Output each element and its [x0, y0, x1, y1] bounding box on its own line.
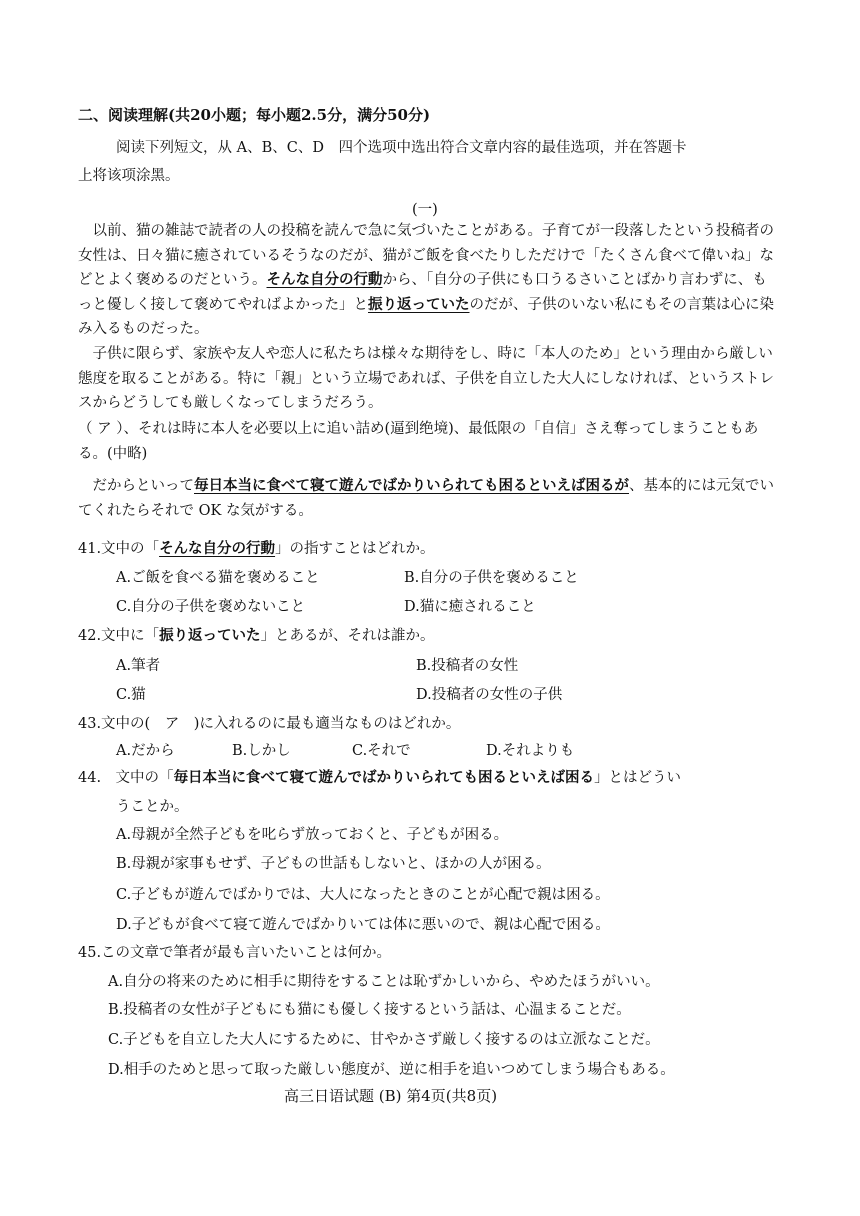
question-45-stem: 45.この文章で筆者が最も言いたいことは何か。	[78, 945, 392, 961]
instruction-line-2: 上将该项涂黑。	[78, 168, 180, 184]
q43-option-a: A.だから	[116, 743, 175, 759]
p1-underlined-action: そんな自分の行動	[266, 271, 383, 288]
p4-underlined-phrase: 毎日本当に食べて寝て遊んでばかりいられても困るといえば困るが	[194, 477, 629, 494]
q42-stem-quote: 振り返っていた	[159, 627, 261, 644]
q44-stem-a: 44. 文中の「	[78, 770, 174, 786]
q41-option-c: C.自分の子供を褒めないこと	[116, 599, 306, 615]
question-43-stem: 43.文中の( ア )に入れるのに最も適当なものはどれか。	[78, 716, 461, 732]
q41-stem-c: 」の指すことはどれか。	[275, 541, 435, 557]
q42-option-d: D.投稿者の女性の子供	[416, 687, 563, 703]
passage-paragraph-2: 子供に限らず、家族や友人や恋人に私たちは様々な期待をし、時に「本人のため」という理由から厳しい態度を取ることがある。特に「親」という立場であれば、子供を自立した大人にしなければ、というストレスからどうしても厳しくなってしまうだろう。	[78, 346, 774, 411]
q45-option-c: C.子どもを自立した大人にするために、甘やかさず厳しく接するのは立派なことだ。	[108, 1032, 660, 1048]
passage-paragraph-3: （ ア ）、それは時に本人を必要以上に追い詰め(逼到绝境)、最低限の「自信」さえ奪ってしまうこともある。(中略)	[78, 421, 759, 462]
q41-stem-quote: そんな自分の行動	[159, 540, 276, 557]
q44-option-a: A.母親が全然子どもを叱らず放っておくと、子どもが困る。	[116, 827, 509, 843]
p1-text-e: のだが、子供のいない私にもその言葉は心に染み入るものだった。	[78, 296, 774, 337]
page-footer: 高三日语试题 (B) 第4页(共8页)	[284, 1087, 498, 1105]
q41-option-b: B.自分の子供を褒めること	[404, 570, 579, 586]
q43-option-b: B.しかし	[232, 743, 291, 759]
question-41-stem	[78, 537, 435, 558]
q42-option-c: C.猫	[116, 687, 146, 703]
p4-text-c: 、基本的には元気でいてくれたらそれで OK な気がする。	[78, 478, 774, 519]
q44-stem-quote: 毎日本当に食べて寝て遊んでばかりいられても困るといえば困る	[173, 769, 595, 786]
q44-stem-c: 」とはどうい	[594, 770, 682, 786]
q41-stem-a: 41.文中の「	[78, 541, 160, 557]
passage-paragraph-4	[78, 474, 778, 523]
q45-option-b: B.投稿者の女性が子どもにも猫にも優しく接するという話は、心温まることだ。	[108, 1002, 631, 1018]
section-heading: 二、阅读理解(共20小题；每小题2.5分，满分50分)	[78, 106, 431, 124]
question-44-stem-cont: うことか。	[116, 799, 189, 815]
q43-option-d: D.それよりも	[486, 743, 575, 759]
q44-option-d: D.子どもが食べて寝て遊んでばかりいては体に悪いので、親は心配で困る。	[116, 917, 610, 933]
q41-option-a: A.ご飯を食べる猫を褒めること	[116, 570, 320, 586]
passage-paragraph-1	[78, 219, 778, 342]
q42-option-a: A.筆者	[116, 658, 161, 674]
q42-option-b: B.投稿者の女性	[416, 658, 519, 674]
q44-option-b: B.母親が家事もせず、子どもの世話もしないと、ほかの人が困る。	[116, 856, 551, 872]
q42-stem-c: 」とあるが、それは誰か。	[260, 628, 435, 644]
question-42-stem	[78, 624, 435, 645]
q43-option-c: C.それで	[352, 743, 411, 759]
question-44-stem	[78, 766, 681, 787]
p1-text-c: から、「自分の子供にも口うるさいことばかり言わずに、もっと優しく接して褒めてやればよかった」と	[78, 272, 767, 313]
q42-stem-a: 42.文中に「	[78, 628, 160, 644]
passage-number: (一)	[412, 202, 438, 218]
p4-text-a: だからといって	[78, 478, 194, 494]
q45-option-a: A.自分の将来のために相手に期待をすることは恥ずかしいから、やめたほうがいい。	[108, 974, 660, 990]
q44-option-c: C.子どもが遊んでばかりでは、大人になったときのことが心配で親は困る。	[116, 887, 610, 903]
instruction-line-1: 阅读下列短文，从 A、B、C、D 四个选项中选出符合文章内容的最佳选项，并在答题卡	[116, 140, 687, 156]
p1-text-a: 以前、猫の雑誌で読者の人の投稿を読んで急に気づいたことがある。子育てが一段落したという投稿者の女性は、日々猫に癒されているそうなのだが、猫がご飯を食べたりしただけで「たくさん食べて偉いね」などとよく褒めるのだという。	[78, 223, 774, 288]
q41-option-d: D.猫に癒されること	[404, 599, 536, 615]
p1-underlined-reflect: 振り返っていた	[368, 295, 470, 313]
q45-option-d: D.相手のためと思って取った厳しい態度が、逆に相手を追いつめてしまう場合もある。	[108, 1062, 675, 1078]
